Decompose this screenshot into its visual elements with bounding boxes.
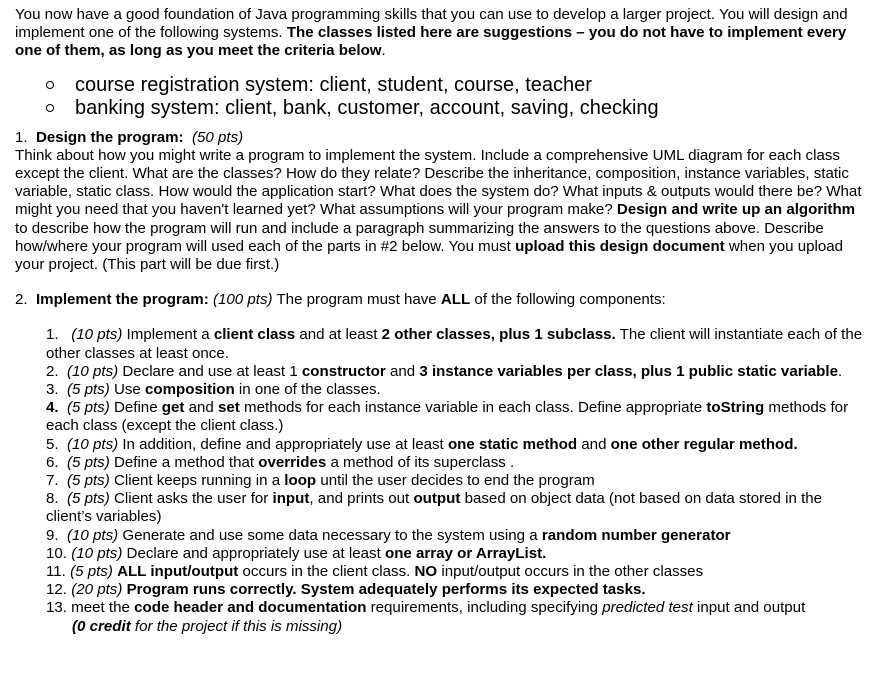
requirement-text: requirements, including specifying	[366, 599, 603, 617]
requirement-points: (5 pts)	[66, 399, 110, 417]
requirement-points: (5 pts)	[66, 490, 110, 508]
requirement-number: 13.	[46, 599, 67, 617]
system-option-text: course registration system: client, student, course, teacher	[75, 73, 592, 96]
requirement-bold: NO	[414, 563, 438, 581]
hollow-bullet-icon	[46, 104, 54, 112]
requirement-text: a method of its superclass .	[326, 453, 515, 471]
requirement-text: Generate and use some data necessary to the system using a	[118, 526, 542, 544]
requirement-bold: one other regular method.	[610, 435, 798, 453]
system-option	[46, 74, 873, 97]
requirement-text: Implement a	[122, 326, 214, 344]
requirement-text: in one of the classes.	[234, 381, 381, 399]
design-text-1: Think about how you might write a program to implement the system. Include a comprehensive UML diagram for each class except the client. What are the classes? How do they relate? Describe the inheritance, composition, instance variables, static variable, static class. How would the application start? What does the system do? What inputs & outputs would there be? What might you need that you haven't learned yet? What assumptions will your program make?	[15, 146, 862, 219]
system-options-list	[15, 74, 873, 120]
requirement-text: Declare and appropriately use at least	[122, 544, 385, 562]
section-design-title: Design the program:	[35, 128, 184, 146]
design-bold-algorithm: Design and write up an algorithm	[616, 201, 856, 219]
section-implement-heading	[15, 291, 873, 309]
requirement-bold: loop	[284, 472, 317, 490]
requirement-item	[46, 490, 866, 526]
requirement-text: Declare and use at least 1	[118, 362, 302, 380]
requirement-text: Client asks the user for	[109, 490, 273, 508]
section-implement-title: Implement the program:	[35, 291, 209, 309]
section-design-points: (50 pts)	[191, 128, 244, 146]
requirement-bold: input	[272, 490, 310, 508]
requirement-bold: 3 instance variables per class, plus 1 public static variable	[419, 362, 838, 380]
requirement-number: 12.	[46, 581, 67, 599]
requirement-item	[46, 381, 866, 399]
requirement-item	[46, 472, 866, 490]
requirement-bold: 2 other classes, plus 1 subclass.	[381, 326, 616, 344]
requirement-number: 6.	[46, 453, 59, 471]
requirement-text: Use	[109, 381, 145, 399]
requirement-points: (5 pts)	[66, 381, 110, 399]
requirement-item	[46, 581, 866, 599]
requirement-item	[46, 326, 866, 362]
requirement-text: .	[838, 362, 843, 380]
requirement-item	[46, 436, 866, 454]
section-number: 2.	[15, 291, 28, 309]
requirement-text: based on object data (not based on data stored in the client’s variables)	[46, 490, 823, 526]
requirement-text: input and output	[692, 599, 806, 617]
requirement-number: 5.	[46, 435, 59, 453]
requirement-text: Client keeps running in a	[109, 472, 285, 490]
requirement-points: (10 pts)	[66, 435, 119, 453]
requirement-number: 11.	[46, 563, 66, 581]
system-option	[46, 97, 873, 120]
requirement-bold: ALL input/output	[117, 563, 239, 581]
requirement-points: (10 pts)	[71, 326, 123, 344]
requirement-text: until the user decides to end the program	[316, 472, 595, 490]
requirement-text: and at least	[295, 326, 382, 344]
requirement-number: 3.	[46, 381, 59, 399]
requirement-text: In addition, define and appropriately use at least	[118, 435, 448, 453]
requirement-number: 8.	[46, 490, 59, 508]
requirement-item	[46, 527, 866, 545]
requirement-text: Define	[109, 399, 162, 417]
requirement-number: 1.	[46, 326, 59, 344]
intro-end: .	[381, 42, 386, 60]
intro-text: You now have a good foundation of Java programming skills that you can use to develop a larger project. You will design and implement one of the following systems.	[15, 6, 848, 42]
requirement-bold: constructor	[301, 362, 386, 380]
requirement-item	[46, 454, 866, 472]
requirement-bold: overrides	[258, 453, 327, 471]
requirement-points: (10 pts)	[66, 362, 119, 380]
requirement-item	[46, 545, 866, 563]
requirement-bold: output	[413, 490, 461, 508]
requirement-text: and	[184, 399, 219, 417]
requirements-list	[15, 326, 866, 635]
requirement-item	[46, 363, 866, 381]
requirement-bold: client class	[213, 326, 296, 344]
requirement-points: (20 pts)	[71, 581, 123, 599]
section-number: 1.	[15, 128, 28, 146]
requirement-text: Define a method that	[109, 453, 259, 471]
requirement-text: meet the	[66, 599, 135, 617]
requirement-text: input/output occurs in the other classes	[437, 563, 704, 581]
requirement-bold: code header and documentation	[134, 599, 367, 617]
implement-text-2: of the following components:	[470, 291, 666, 309]
requirement-bold: get	[161, 399, 185, 417]
implement-text-1: The program must have	[272, 291, 441, 309]
requirement-number: 7.	[46, 472, 59, 490]
requirement-number: 10.	[46, 544, 67, 562]
requirement-text: methods for each instance variable in each class. Define appropriate	[239, 399, 707, 417]
hollow-bullet-icon	[46, 81, 54, 89]
requirement-number: 9.	[46, 526, 59, 544]
requirement-bold-italic: (0 credit	[72, 617, 131, 635]
requirement-points: (5 pts)	[66, 472, 110, 490]
requirement-text: methods for each class (except the client class.)	[46, 399, 849, 435]
requirement-text: and	[385, 362, 420, 380]
intro-bold-note: The classes listed here are suggestions – you do not have to implement every one of them, as long as you meet the criteria below	[15, 24, 847, 60]
requirement-item	[46, 399, 866, 435]
requirement-points: (10 pts)	[66, 526, 119, 544]
requirement-bold: set	[218, 399, 240, 417]
design-text-2: to describe how the program will run and include a paragraph summarizing the answers to the questions above. Describe how/where your program will used each of the parts in #2 below. You must	[15, 219, 824, 255]
implement-bold-all: ALL	[440, 291, 471, 309]
design-bold-upload: upload this design document	[515, 237, 725, 255]
section-implement-points: (100 pts)	[212, 291, 273, 309]
system-option-text: banking system: client, bank, customer, account, saving, checking	[75, 96, 659, 119]
requirement-bold: toString	[706, 399, 765, 417]
requirement-text: , and prints out	[309, 490, 414, 508]
section-design-body	[15, 147, 865, 274]
requirement-points: (5 pts)	[66, 453, 110, 471]
section-implement	[15, 291, 873, 309]
requirement-text: occurs in the client class.	[238, 563, 415, 581]
requirement-bold: Program runs correctly. System adequately performs its expected tasks.	[126, 581, 646, 599]
section-design	[15, 129, 873, 275]
requirement-italic: for the project if this is missing)	[130, 617, 343, 635]
requirement-number: 2.	[46, 362, 59, 380]
requirement-text: and	[577, 435, 611, 453]
design-text-3: when you upload your project. (This part will be due first.)	[15, 237, 844, 274]
requirement-bold: composition	[145, 381, 235, 399]
requirement-points: (10 pts)	[71, 544, 123, 562]
section-design-heading	[15, 129, 873, 147]
requirement-italic: predicted test	[602, 599, 693, 617]
intro-paragraph	[15, 6, 865, 61]
requirement-text: The client will instantiate each of the other classes at least once.	[46, 326, 863, 362]
requirement-bold: random number generator	[541, 526, 731, 544]
requirement-points: (5 pts)	[70, 563, 113, 581]
requirement-number: 4.	[46, 399, 59, 417]
requirement-item	[46, 563, 866, 581]
requirement-item	[46, 599, 866, 635]
requirement-bold: one array or ArrayList.	[384, 544, 547, 562]
requirement-bold: one static method	[447, 435, 578, 453]
